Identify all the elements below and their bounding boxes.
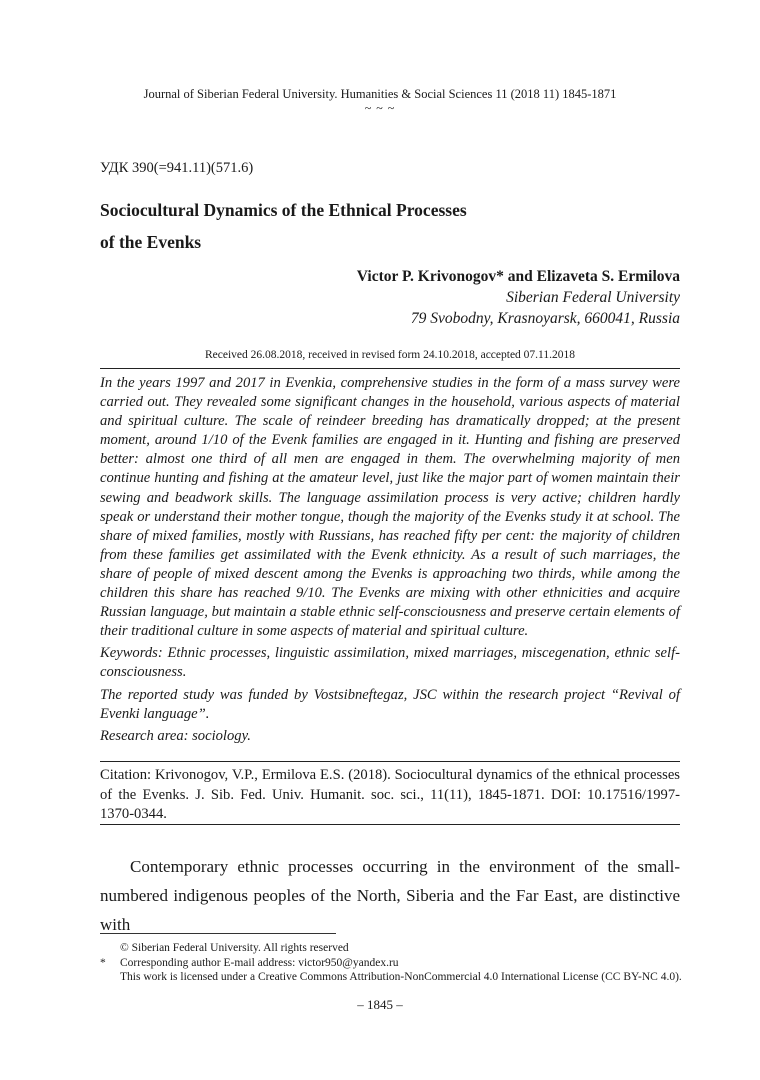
citation: Citation: Krivonogov, V.P., Ermilova E.S. (2018). Sociocultural dynamics of the ethnical processes of the Evenks. J. Sib. Fed. Univ. Humanit. soc. sci., 11(11), 1845-1871. DOI: 10.17516/1997-1370-0344. (100, 767, 680, 822)
author-names: Victor P. Krivonogov* and Elizaveta S. Ermilova (356, 268, 680, 285)
page-number: – 1845 – (357, 997, 403, 1012)
header-ornament: ~ ~ ~ (364, 101, 396, 115)
author-address: 79 Svobodny, Krasnoyarsk, 660041, Russia (410, 310, 680, 327)
footnote-rule (100, 933, 336, 934)
title-line-1: Sociocultural Dynamics of the Ethnical Processes (100, 200, 467, 220)
received-dates: Received 26.08.2018, received in revised form 24.10.2018, accepted 07.11.2018 (204, 349, 576, 361)
keywords: Keywords: Ethnic processes, linguistic assimilation, mixed marriages, miscegenation, ethnic self-consciousness. (100, 645, 680, 681)
citation-top-rule (100, 761, 680, 762)
funding-note: The reported study was funded by Vostsibneftegaz, JSC within the research project “Revival of Evenki language”. (100, 686, 680, 722)
author-affiliation: Siberian Federal University (506, 289, 680, 306)
citation-bottom-rule (100, 824, 680, 825)
abstract-text: In the years 1997 and 2017 in Evenkia, comprehensive studies in the form of a mass survey were carried out. They revealed some significant changes in the household, various aspects of material and spiritual culture. The scale of reindeer breeding has dramatically dropped; at the present moment, around 1/10 of the Evenk families are engaged in it. Hunting and fishing are preserved better: almost one third of all men are engaged in them. The overwhelming majority of men continue hunting and fishing at the amateur level, just like the major part of women maintain their sewing and beadwork skills. The language assimilation process is very active; children hardly speak or understand their mother tongue, though the majority of the Evenks study it at school. The share of mixed families, mostly with Russians, has reached fifty per cent: the majority of children from these families get assimilated with the Evenk ethnicity. As a result of such marriages, the share of people of mixed descent among the Evenks is approaching two thirds, while among the children this share has reached 9/10. The Evenks are mixing with other ethnicities and acquire Russian language, but maintain a stable ethnic self-consciousness and preserve certain elements of their traditional culture in some aspects of material and spiritual culture. (100, 375, 680, 640)
research-area: Research area: sociology. (100, 727, 251, 744)
body-text (100, 852, 680, 939)
footnote-mark: * (100, 956, 106, 969)
abstract-block (100, 374, 680, 749)
body-paragraph: Contemporary ethnic processes occurring in the environment of the small-numbered indigenous peoples of the North, Siberia and the Far East, are distinctive with (100, 857, 680, 934)
copyright-note: © Siberian Federal University. All rights reserved (120, 942, 349, 954)
title-line-2: of the Evenks (100, 232, 202, 252)
article-title (100, 194, 660, 258)
journal-header: Journal of Siberian Federal University. Humanities & Social Sciences 11 (2018 11) 1845-1871 (143, 87, 617, 101)
corresponding-author-note: Corresponding author E-mail address: victor950@yandex.ru (120, 956, 399, 969)
udc-code: УДК 390(=941.11)(571.6) (100, 160, 254, 176)
abstract-top-rule (100, 368, 680, 369)
license-note: This work is licensed under a Creative Commons Attribution-NonCommercial 4.0 International License (CC BY-NC 4.0). (120, 971, 682, 983)
footnotes (100, 941, 700, 985)
author-block (357, 266, 680, 329)
